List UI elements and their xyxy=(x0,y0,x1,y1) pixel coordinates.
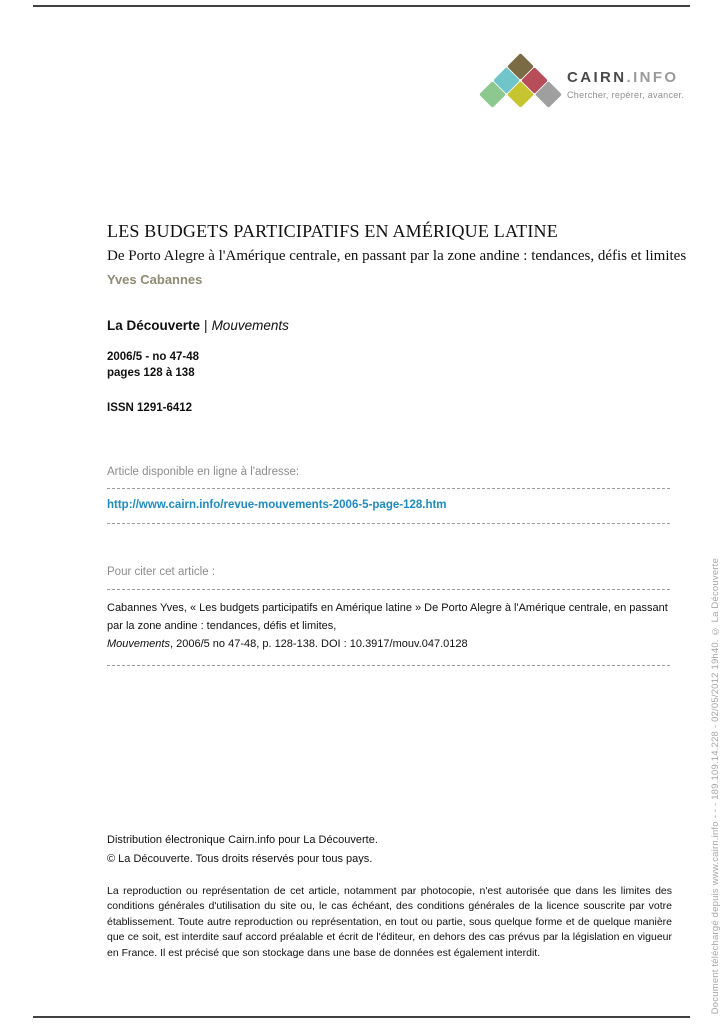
publisher-separator: | xyxy=(204,318,208,333)
citation-journal: Mouvements xyxy=(107,638,170,650)
logo-text xyxy=(567,56,684,100)
dashed-divider xyxy=(107,665,670,666)
citation-reference xyxy=(107,635,670,653)
page-bottom-border xyxy=(33,1016,690,1018)
citation-section xyxy=(107,566,670,666)
logo-brand xyxy=(567,69,684,86)
author-name: Yves Cabannes xyxy=(107,272,203,287)
dashed-divider xyxy=(107,523,670,524)
article-url-link[interactable]: http://www.cairn.info/revue-mouvements-2006-5-page-128.htm xyxy=(107,499,447,511)
citation-main: Cabannes Yves, « Les budgets participatifs en Amérique latine » De Porto Alegre à l'Amérique centrale, en passant par la zone andine : tendances, défis et limites, xyxy=(107,602,668,632)
logo-brand-main: CAIRN xyxy=(567,69,627,86)
publisher-line xyxy=(107,318,289,333)
distribution-line: Distribution électronique Cairn.info pour La Découverte. xyxy=(107,834,378,846)
download-watermark: Document téléchargé depuis www.cairn.info - - - 189.109.14.228 - 02/05/2012 19h40. © La Découverte xyxy=(710,557,721,1014)
issue-number: 2006/5 - no 47-48 xyxy=(107,351,200,363)
issn: ISSN 1291-6412 xyxy=(107,402,193,414)
logo-tagline: Chercher, repérer, avancer. xyxy=(567,90,685,100)
article-title: LES BUDGETS PARTICIPATIFS EN AMÉRIQUE LATINE xyxy=(107,221,558,241)
cairn-logo xyxy=(483,56,684,114)
issue-block xyxy=(107,349,199,381)
cairn-diamonds-icon xyxy=(483,56,561,114)
copyright-line: © La Découverte. Tous droits réservés pour tous pays. xyxy=(107,852,373,865)
page-range: pages 128 à 138 xyxy=(107,367,195,379)
dashed-divider xyxy=(107,488,670,489)
legal-notice: La reproduction ou représentation de cet article, notamment par photocopie, n'est autorisée que dans les limites des conditions générales d'utilisation du site ou, le cas échéant, des conditions générales de la licence souscrite par votre établissement. Toute autre reproduction ou représentation, en tout ou partie, sous quelque forme et de quelque manière que ce soit, est interdite sauf accord préalable et écrit de l'éditeur, en dehors des cas prévus par la législation en vigueur en France. Il est précisé que son stockage dans une base de données est également interdit. xyxy=(107,885,672,959)
article-subtitle: De Porto Alegre à l'Amérique centrale, en passant par la zone andine : tendances, défis et limites xyxy=(107,248,687,264)
logo-brand-suffix: .INFO xyxy=(626,69,679,86)
publisher-name: La Découverte xyxy=(107,318,201,333)
title-block xyxy=(107,221,691,287)
journal-name: Mouvements xyxy=(211,318,289,333)
citation-ref-detail: , 2006/5 no 47-48, p. 128-138. DOI : 10.3917/mouv.047.0128 xyxy=(169,638,468,650)
distribution-block xyxy=(107,831,378,868)
page-top-border xyxy=(33,5,690,7)
online-availability-label: Article disponible en ligne à l'adresse: xyxy=(107,466,300,478)
online-availability-section xyxy=(107,466,670,524)
dashed-divider xyxy=(107,589,670,590)
citation-text xyxy=(107,599,670,635)
citation-label: Pour citer cet article : xyxy=(107,566,216,578)
